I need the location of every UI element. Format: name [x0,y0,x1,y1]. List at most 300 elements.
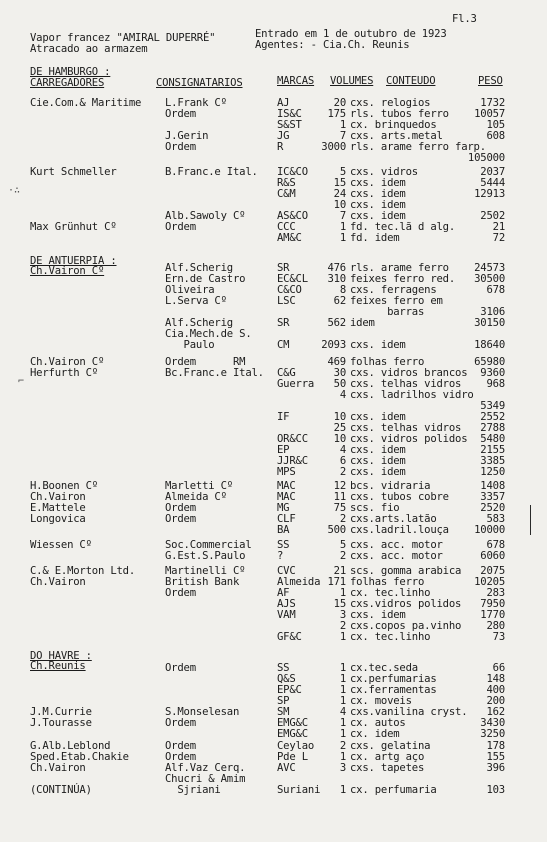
shipper-cell: Max Grünhut Cº [30,221,117,233]
description-cell: rls. arame ferro [350,262,449,274]
mark-cell: Suriani [277,784,321,796]
weight-cell: 178 [486,740,505,752]
quantity-cell: 3 [339,762,346,774]
weight-cell: 7950 [480,598,505,610]
description-cell: cx. tec.linho [350,631,431,643]
mark-cell: Pde L [277,751,308,763]
table-row [0,445,547,456]
mark-cell: GF&C [277,631,302,643]
table-row [0,632,547,643]
description-cell: cxs.ladril.louça [350,524,449,536]
mark-cell: Ceylao [277,740,315,752]
table-row [0,109,547,120]
table-row [0,233,547,244]
quantity-cell: 1 [339,631,346,643]
quantity-cell: 1 [339,751,346,763]
consignee-cell: Ordem [165,141,196,153]
table-row [0,98,547,109]
shipper-cell: Ch.Vairon [30,576,86,588]
mark-cell: ? [277,550,284,562]
shipper-cell: Sped.Etab.Chakie [30,751,129,763]
description-cell: cxs. vidros polidos [350,433,468,445]
quantity-cell: 25 [333,422,346,434]
description-cell: fd. idem [350,232,400,244]
shipper-cell: Ch.Vairon [30,491,86,503]
consignee-cell: Alf.Scherig [165,262,233,274]
quantity-cell: 11 [333,491,346,503]
consignee-cell: Ordem [165,221,196,233]
consignatarios-header: CONSIGNATARIOS [156,77,243,89]
shipper-cell: E.Mattele [30,502,86,514]
weight-cell: 2520 [480,502,505,514]
consignee-cell: Sjriani [165,784,221,796]
weight-cell: 5349 [480,400,505,412]
mark-cell: SR [277,317,290,329]
weight-cell: 2037 [480,166,505,178]
quantity-cell: 2 [339,550,346,562]
quantity-cell: 1 [339,784,346,796]
table-row [0,222,547,233]
weight-cell: 678 [486,284,505,296]
table-row [0,401,547,412]
entry-date: Entrado em 1 de outubro de 1923 [255,28,447,40]
description-cell: cxs. vidros [350,166,418,178]
description-cell: cx. idem [350,728,400,740]
weight-cell: 12913 [474,188,505,200]
consignee-cell: G.Est.S.Paulo [165,550,246,562]
description-cell: cxs. idem [350,466,406,478]
quantity-cell: 10 [333,199,346,211]
mark-cell: C&G [277,367,296,379]
description-cell: cxs. tubos cobre [350,491,449,503]
description-cell: cxs. ladrilhos vidro [350,389,474,401]
mark-cell: Almeida [277,576,321,588]
weight-cell: 5480 [480,433,505,445]
shipper-cell: J.Tourasse [30,717,92,729]
description-cell: cxs.copos pa.vinho [350,620,462,632]
peso-header: PESO [478,75,503,87]
quantity-cell: 24 [333,188,346,200]
mark-cell: IC&CO [277,166,308,178]
consignee-cell: Ordem [165,502,196,514]
description-cell: cxs. telhas vidros [350,422,462,434]
mark-cell: EMG&C [277,728,308,740]
quantity-cell: 20 [333,97,346,109]
quantity-cell: 2 [339,466,346,478]
description-cell: cxs. telhas vidros [350,378,462,390]
weight-cell: 162 [486,706,505,718]
consignee-cell: Chucri & Amim [165,773,246,785]
weight-cell: 400 [486,684,505,696]
consignee-cell: Bc.Franc.e Ital. [165,367,264,379]
consignee-cell: Soc.Commercial [165,539,252,551]
description-cell: cxs. vidros brancos [350,367,468,379]
quantity-cell: 1 [339,662,346,674]
table-row [0,660,547,674]
quantity-cell: 1 [339,587,346,599]
mark-cell: BA [277,524,290,536]
quantity-cell: 8 [339,284,346,296]
table-row [0,729,547,740]
consignee-cell: S.Monselesan [165,706,240,718]
mark-cell: S&ST [277,119,302,131]
quantity-cell: 310 [327,273,346,285]
description-cell: cxs. tapetes [350,762,425,774]
consignee-cell: L.Serva Cº [165,295,227,307]
weight-cell: 103 [486,784,505,796]
carregadores-header: CARREGADORES [30,77,105,89]
weight-cell: 21 [492,221,505,233]
mark-cell: EC&CL [277,273,308,285]
weight-cell: 6060 [480,550,505,562]
quantity-cell: 7 [339,210,346,222]
shipper-cell: C.& E.Morton Ltd. [30,565,136,577]
quantity-cell: 5 [339,166,346,178]
quantity-cell: 6 [339,455,346,467]
mark-cell: CVC [277,565,296,577]
table-row [0,120,547,131]
consignee-cell: Ordem [165,662,196,674]
consignee-cell: Ordem [165,108,196,120]
mark-cell: MPS [277,466,296,478]
description-cell: cxs.vidros polidos [350,598,462,610]
shipper-cell: Ch.Vairon Cº [30,356,105,368]
description-cell: feixes ferro em [350,295,443,307]
shipper-cell: Ch.Vairon [30,762,86,774]
agents: Agentes: - Cia.Ch. Reunis [255,39,410,51]
quantity-cell: 12 [333,480,346,492]
description-cell: cxs. idem [350,339,406,351]
mark-cell: MAC [277,491,296,503]
weight-cell: 200 [486,695,505,707]
table-row [0,540,547,551]
quantity-cell: 7 [339,130,346,142]
description-cell: cx.perfumarias [350,673,437,685]
consignee-cell: J.Gerin [165,130,209,142]
weight-cell: 24573 [474,262,505,274]
weight-cell: 10057 [474,108,505,120]
weight-cell: 2552 [480,411,505,423]
weight-cell: 105 [486,119,505,131]
quantity-cell: 50 [333,378,346,390]
description-cell: cx. tec.linho [350,587,431,599]
consignee-cell: Ordem [165,513,196,525]
description-cell: cxs. arts.metal [350,130,443,142]
description-cell: cx.ferramentas [350,684,437,696]
mark-cell: CM [277,339,290,351]
description-cell: rls. tubos ferro [350,108,449,120]
section-antuerpia-shipper: Ch.Vairon Cº [30,265,105,277]
weight-cell: 678 [486,539,505,551]
quantity-cell: 1 [339,119,346,131]
weight-cell: 1250 [480,466,505,478]
mark-cell: MAC [277,480,296,492]
quantity-cell: 2093 [321,339,346,351]
table-row [0,178,547,189]
table-row [0,551,547,562]
mark-cell: AM&C [277,232,302,244]
section-havre: DO HAVRE : [30,650,92,662]
mark-cell: SP [277,695,290,707]
weight-cell: 583 [486,513,505,525]
table-row [0,434,547,445]
shipper-cell: Kurt Schmeller [30,166,117,178]
mark-cell: EMG&C [277,717,308,729]
weight-cell: 608 [486,130,505,142]
quantity-cell: 75 [333,502,346,514]
table-row [0,263,547,274]
description-cell: idem [350,317,375,329]
quantity-cell: 4 [339,389,346,401]
weight-cell: 148 [486,673,505,685]
quantity-cell: 1 [339,728,346,740]
mark-cell: R&S [277,177,296,189]
quantity-cell: 21 [333,565,346,577]
weight-cell: 2155 [480,444,505,456]
description-cell: cxs. ferragens [350,284,437,296]
mark-cell: SS [277,539,290,551]
description-cell: scs. fio [350,502,400,514]
table-row [0,621,547,632]
consignee-cell: Ordem RM [165,356,246,368]
quantity-cell: 1 [339,221,346,233]
table-row [0,685,547,696]
weight-cell: 2075 [480,565,505,577]
mark-cell: AS&CO [277,210,308,222]
description-cell: cx. perfumaria [350,784,437,796]
quantity-cell: 1 [339,717,346,729]
table-row [0,390,547,401]
vessel-title: Vapor francez "AMIRAL DUPERRÉ" [30,32,216,44]
quantity-cell: 469 [327,356,346,368]
mark-cell: OR&CC [277,433,308,445]
quantity-cell: 562 [327,317,346,329]
section-antuerpia: DE ANTUERPIA : [30,255,117,267]
table-row [0,142,547,153]
weight-cell: 1770 [480,609,505,621]
table-row [0,610,547,621]
quantity-cell: 4 [339,444,346,456]
table-row [0,525,547,536]
description-cell: cx. autos [350,717,406,729]
mark-cell: EP [277,444,290,456]
description-cell: cxs. acc. motor [350,539,443,551]
table-row [0,153,547,164]
shipper-cell: H.Boonen Cº [30,480,98,492]
quantity-cell: 10 [333,411,346,423]
table-row [0,577,547,588]
consignee-cell: Ordem [165,751,196,763]
weight-cell: 3250 [480,728,505,740]
section-hamburgo: DE HAMBURGO : [30,66,111,78]
stray-mark: ⌐ [18,376,25,387]
quantity-cell: 5 [339,539,346,551]
quantity-cell: 3000 [321,141,346,153]
mark-cell: LSC [277,295,296,307]
section-havre-shipper: Ch.Reunis [30,660,86,672]
table-row [0,200,547,211]
consignee-cell: Oliveira [165,284,215,296]
table-row [0,674,547,685]
quantity-cell: 175 [327,108,346,120]
description-cell: barras [350,306,425,318]
weight-cell: 968 [486,378,505,390]
description-cell: cxs. gelatina [350,740,431,752]
weight-cell: 72 [492,232,505,244]
folio-number: Fl.3 [452,13,477,25]
consignee-cell: Marletti Cº [165,480,233,492]
quantity-cell: 3 [339,609,346,621]
description-cell: cxs. idem [350,444,406,456]
description-cell: cxs. idem [350,455,406,467]
mark-cell: SM [277,706,290,718]
table-row [0,467,547,478]
table-row [0,718,547,729]
mark-cell: C&CO [277,284,302,296]
quantity-cell: 1 [339,684,346,696]
table-row [0,307,547,318]
description-cell: bcs. vidraria [350,480,431,492]
weight-cell: 2788 [480,422,505,434]
marcas-header: MARCAS [277,75,315,87]
mark-cell: C&M [277,188,296,200]
description-cell: cx. artg aço [350,751,425,763]
description-cell: cxs.vanilina cryst. [350,706,468,718]
quantity-cell: 1 [339,673,346,685]
mark-cell: VAM [277,609,296,621]
table-row [0,296,547,307]
mark-cell: AJS [277,598,296,610]
consignee-cell: Alf.Scherig [165,317,233,329]
table-row [0,285,547,296]
consignee-cell: L.Frank Cº [165,97,227,109]
weight-cell: 3357 [480,491,505,503]
quantity-cell: 171 [327,576,346,588]
description-cell: folhas ferro [350,576,425,588]
description-cell: cxs. acc. motor [350,550,443,562]
shipper-cell: Longovica [30,513,86,525]
page-edge-mark [530,505,531,535]
weight-cell: 1408 [480,480,505,492]
mark-cell: CCC [277,221,296,233]
description-cell: fd. tec.lã d alg. [350,221,456,233]
quantity-cell: 2 [339,740,346,752]
mark-cell: SR [277,262,290,274]
mark-cell: Guerra [277,378,315,390]
quantity-cell: 476 [327,262,346,274]
weight-cell: 18640 [474,339,505,351]
description-cell: rls. arame ferro farp. [350,141,486,153]
shipper-cell: G.Alb.Leblond [30,740,111,752]
description-cell: cxs. idem [350,609,406,621]
mark-cell: IS&C [277,108,302,120]
weight-cell: 5444 [480,177,505,189]
weight-cell: 3385 [480,455,505,467]
volumes-header: VOLUMES [330,75,374,87]
description-cell: folhas ferro [350,356,425,368]
description-cell: cxs. idem [350,177,406,189]
stray-mark: ·∴ [8,185,21,196]
weight-cell: 30500 [474,273,505,285]
weight-cell: 283 [486,587,505,599]
quantity-cell: 15 [333,177,346,189]
weight-cell: 66 [492,662,505,674]
quantity-cell: 2 [339,513,346,525]
mark-cell: IF [277,411,290,423]
description-cell: cxs. idem [350,188,406,200]
mark-cell: R [277,141,284,153]
description-cell: cx. brinquedos [350,119,437,131]
weight-cell: 10205 [474,576,505,588]
description-cell: feixes ferro red. [350,273,456,285]
consignee-cell: Alb.Sawoly Cº [165,210,246,222]
weight-cell: 3106 [480,306,505,318]
shipper-cell: (CONTINÚA) [30,784,92,796]
conteudo-header: CONTEUDO [386,75,436,87]
consignee-cell: Alf.Vaz Cerq. [165,762,246,774]
consignee-cell: Ern.de Castro [165,273,246,285]
weight-cell: 65980 [474,356,505,368]
quantity-cell: 500 [327,524,346,536]
consignee-cell: Almeida Cº [165,491,227,503]
weight-cell: 9360 [480,367,505,379]
description-cell: cxs. idem [350,210,406,222]
mark-cell: JG [277,130,290,142]
weight-cell: 105000 [467,152,505,164]
mark-cell: EP&C [277,684,302,696]
consignee-cell: Cia.Mech.de S. [165,328,252,340]
quantity-cell: 1 [339,695,346,707]
shipper-cell: Wiessen Cº [30,539,92,551]
consignee-cell: B.Franc.e Ital. [165,166,258,178]
table-row [0,785,547,796]
consignee-cell: Ordem [165,587,196,599]
table-row [0,763,547,774]
table-row [0,588,547,599]
table-row [0,274,547,285]
mark-cell: MG [277,502,290,514]
quantity-cell: 62 [333,295,346,307]
weight-cell: 30150 [474,317,505,329]
table-row [0,318,547,329]
table-row [0,368,547,379]
quantity-cell: 10 [333,433,346,445]
weight-cell: 396 [486,762,505,774]
table-row [0,329,547,340]
description-cell: cxs. idem [350,411,406,423]
quantity-cell: 4 [339,706,346,718]
table-row [0,412,547,423]
description-cell: cxs. idem [350,199,406,211]
quantity-cell: 15 [333,598,346,610]
table-row [0,514,547,525]
description-cell: cxs. relogios [350,97,431,109]
shipper-cell: Cie.Com.& Maritime [30,97,142,109]
mark-cell: AVC [277,762,296,774]
weight-cell: 155 [486,751,505,763]
quantity-cell: 30 [333,367,346,379]
weight-cell: 280 [486,620,505,632]
mark-cell: AF [277,587,290,599]
description-cell: cxs.arts.latão [350,513,437,525]
shipper-cell: J.M.Currie [30,706,92,718]
shipper-cell: Herfurth Cº [30,367,98,379]
consignee-cell: Paulo [165,339,215,351]
consignee-cell: British Bank [165,576,240,588]
mark-cell: AJ [277,97,290,109]
weight-cell: 2502 [480,210,505,222]
mark-cell: SS [277,662,290,674]
